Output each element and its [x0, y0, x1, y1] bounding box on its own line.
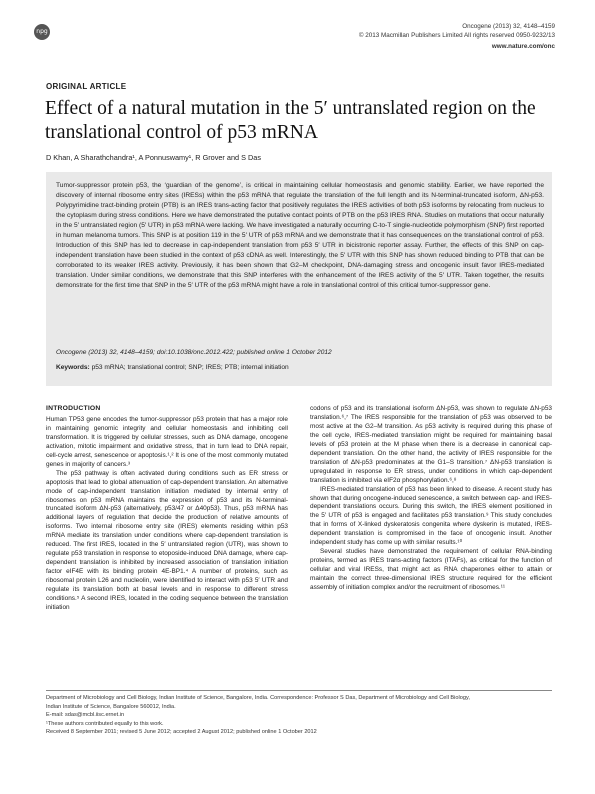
- footnote-affiliation: Department of Microbiology and Cell Biology, Indian Institute of Science, Bangalore, India. Correspondence: Professor S Das, Department of Microbiology and Cell Biology,: [46, 695, 470, 701]
- publisher-line: © 2013 Macmillan Publishers Limited All rights reserved 0950-9232/13: [358, 32, 555, 39]
- footnote-dates: Received 8 September 2011; revised 5 June 2012; accepted 2 August 2012; published online 1 October 2012: [46, 729, 317, 736]
- body-paragraph: The p53 pathway is often activated during conditions such as ER stress or apoptosis that lead to global attenuation of cap-dependent translation. An alternative mode of cap-independent translation initiation mediated by internal entry of ribosomes on p53 mRNA maintains the expression of p53 and its N-terminal-truncated isoform ΔN-p53 (alternatively, p53/47 or Δ40p53). Thus, p53 mRNA has additional layers of regulation that decide the production of relative amounts of isoforms. Two internal ribosome entry site (IRES) elements residing within p53 mRNA mediate its translation under conditions where cap-dependent translation is reduced. The first IRES, located in the 5′ untranslated region (UTR), was shown to regulate p53 translation in response to etoposide-induced DNA damage, where cap-dependent translation is inhibited by increased association of translation initiation factor eIF4E with its binding protein 4E-BP1.⁴ A number of proteins, such as ribosomal protein L26 and nucleolin, were identified to interact with p53 5′ UTR and regulate its translation both at basal levels and in response to different stress conditions.⁵ A second IRES, located in the coding sequence between the translation initiation: [46, 469, 288, 611]
- footnote-divider: [46, 690, 552, 691]
- body-paragraph: Several studies have demonstrated the requirement of cellular RNA-binding proteins, termed as IRES trans-acting factors (ITAFs), as critical for the function of cellular and viral IRESs, that might act as RNA chaperones either to attain or maintain the correct three-dimensional IRES structure required for the efficient assembly of initiation complex and/or the recruitment of ribosomes.¹¹: [310, 548, 552, 592]
- body-column-left: [46, 405, 288, 613]
- citation-text: Oncogene (2013) 32, 4148–4159; doi:10.1038/onc.2012.422; published online 1 October 2012: [56, 349, 332, 356]
- keywords-text: p53 mRNA; translational control; SNP; IRES; PTB; internal initiation: [91, 364, 289, 371]
- article-type-label: ORIGINAL ARTICLE: [46, 82, 127, 91]
- citation-line: [56, 349, 332, 356]
- body-column-right: [310, 405, 552, 593]
- abstract-text: Tumor-suppressor protein p53, the ‘guardian of the genome’, is critical in maintaining cellular homeostasis and genomic stability. Earlier, we have reported the discovery of internal ribosome entry sites (IRESs) within the p53 mRNA that regulate the translation of the full length and its N-terminal-truncated isoform, ΔN-p53. Polypyrimidine tract-binding protein (PTB) is an IRES trans-acting factor that positively regulates the IRES activities of both p53 isoforms by relocating from nucleus to the cytoplasm during stress conditions. Here we have demonstrated the putative contact points of PTB on the p53 IRES RNA. Studies on mutations that occur naturally in the 5′ untranslated region (5′ UTR) in p53 mRNA were lacking. We have investigated a naturally occurring C-to-T single-nucleotide polymorphism (SNP) first reported in human melanoma tumors. This SNP is at position 119 in the 5′ UTR of p53 mRNA and we demonstrate that it has consequences on the translational control of p53. Introduction of this SNP has led to decrease in cap-independent translation from p53 5′ UTR in bicistronic reporter assay. Further, the effects of this SNP on cap-independent translation have been studied in the context of p53 cDNA as well. Interestingly, the 5′ UTR with this SNP has shown reduced binding to PTB that can be corroborated to its weaker IRES activity. Previously, it has been shown that G2–M checkpoint, DNA-damaging stress and oncogenic insult favor IRES-mediated translation. Under similar conditions, we demonstrate that this SNP interferes with the enhancement of the IRES activity of the 5′ UTR. Taken together, the results demonstrate for the first time that SNP in the 5′ UTR of the p53 mRNA might have a role in translational control of this critical tumor-suppressor gene.: [56, 182, 544, 290]
- body-paragraph: IRES-mediated translation of p53 has been linked to disease. A recent study has shown that during oncogene-induced senescence, a switch between cap- and IRES-dependent translations occurs. During this switch, the IRES element positioned in the 5′ UTR of p53 is engaged and facilitates p53 translation.⁹ This study concludes that in forms of X-linked dyskeratosis congenita where dyskerin is mutated, IRES-dependent translation is compromised in the face of oncogenic insult. Another independent study has come up with similar results.¹⁰: [310, 485, 552, 547]
- npg-logo: npg: [34, 24, 50, 40]
- author-list: D Khan, A Sharathchandra¹, A Ponnuswamy¹, R Grover and S Das: [46, 153, 261, 162]
- journal-citation-line: Oncogene (2013) 32, 4148–4159: [462, 23, 555, 30]
- footnotes: [46, 694, 552, 737]
- footnote-email[interactable]: E-mail: sdas@mcbl.iisc.ernet.in: [46, 712, 125, 719]
- journal-url-link[interactable]: www.nature.com/onc: [491, 43, 555, 50]
- body-paragraph: Human TP53 gene encodes the tumor-suppressor p53 protein that has a major role in maintaining genomic integrity and cellular homeostasis and inhibiting cell transformation. It is triggered by cellular stresses, such as DNA damage, oncogene activation, mitotic impairment and oxidative stress, that in turn lead to DNA repair, cell-cycle arrest, senescence or apoptosis.¹,² It is one of the most commonly mutated genes in majority of cancers.³: [46, 415, 288, 468]
- paper-title: Effect of a natural mutation in the 5′ untranslated region on the translational control of p53 mRNA: [45, 98, 536, 143]
- footnote-address: Indian Institute of Science, Bangalore 560012, India.: [46, 703, 176, 710]
- body-paragraph: codons of p53 and its translational isoform ΔN-p53, was shown to regulate ΔN-p53 translation.⁶,⁷ The IRES responsible for the translation of p53 was observed to be most active at the G2–M transition. As p53 activity is required during this phase of the cell cycle, IRES-mediated translation might be required for maintaining basal levels of p53 protein at the M phase when there is a decrease in canonical cap-dependent translation. On the other hand, the activity of IRES responsible for the translation of ΔN-p53 predominates at the G1–S transition.⁷ ΔN-p53 translation is upregulated in response to ER stress, under conditions in which cap-dependent translation is inhibited via eIF2α phosphorylation.⁶,⁸: [310, 405, 552, 484]
- footnote-equal-contribution: ¹These authors contributed equally to this work.: [46, 720, 164, 727]
- section-heading-introduction: INTRODUCTION: [46, 405, 101, 412]
- keywords-line: [56, 364, 289, 371]
- journal-header: [359, 22, 555, 51]
- keywords-label: Keywords:: [56, 364, 90, 371]
